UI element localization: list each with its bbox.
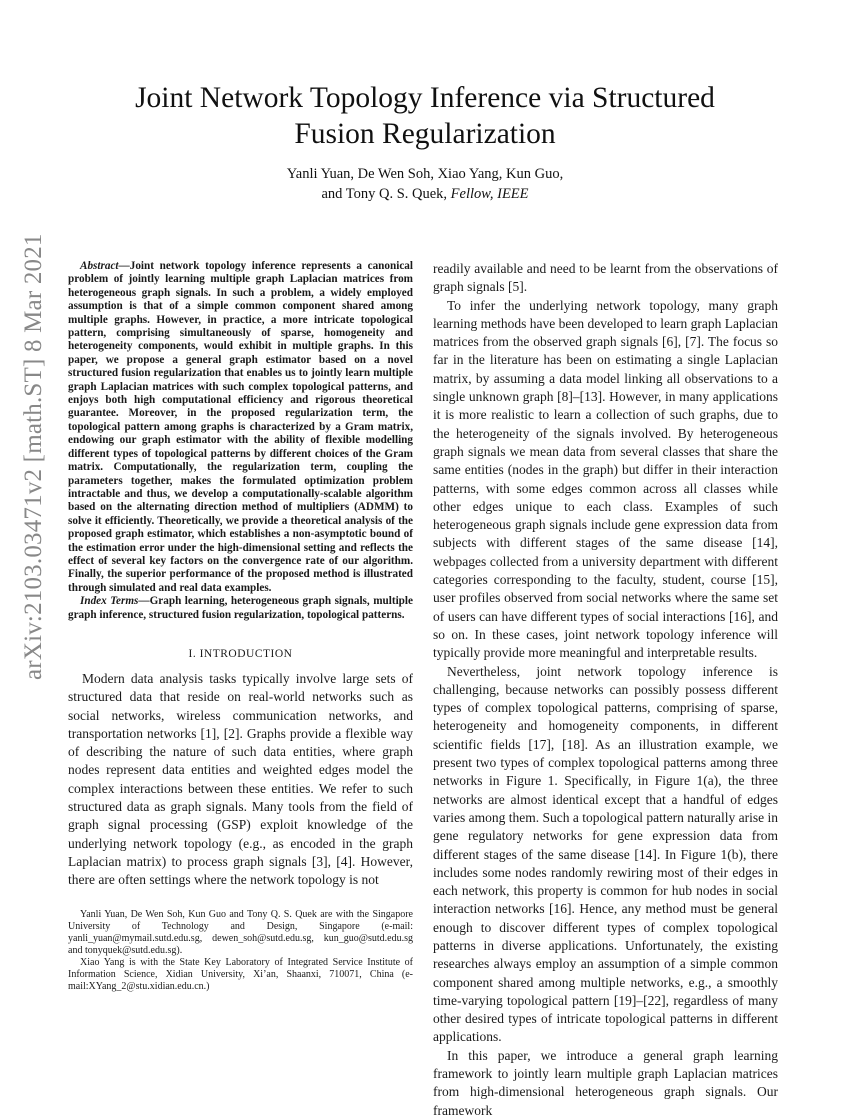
abstract-text: —Joint network topology inference represents a canonical problem of jointly learning multiple graph Laplacian matrices from heterogeneous graph signals. In such a problem, a widely employed assumption is that of a simple common component shared among multiple graphs. However, in practice, a more intricate topological pattern, comprising simultaneously of sparse, homogeneity and heterogeneity components, would exhibit in multiple graphs. In this paper, we propose a general graph estimator based on a novel structured fusion regularization that enables us to jointly learn multiple graph Laplacian matrices with such complex topological patterns, and enjoys both high computational efficiency and rigorous theoretical guarantee. Moreover, in the proposed regularization term, the topological pattern among graphs is characterized by a Gram matrix, endowing our graph estimator with the ability of flexible modelling different types of topological patterns by different choices of the Gram matrix. Computationally, the regularization term, coupling the parameters together, makes the formulated optimization problem intractable and thus, we develop a computationally-scalable algorithm based on the alternating direction method of multipliers (ADMM) to solve it efficiently. Theoretically, we provide a theoretical analysis of the proposed graph estimator, which establishes a non-asymptotic bound of the estimation error under the high-dimensional setting and reflects the effect of several key factors on the convergence rate of our algorithm. Finally, the superior performance of the proposed method is illustrated through simulated and real data examples. <box>68 260 413 594</box>
paper-title <box>70 80 780 152</box>
footnote-affiliation-2: Xiao Yang is with the State Key Laboratory of Integrated Service Institute of Information Science, Xidian University, Xi’an, Shaanxi, 710071, China (e-mail:XYang_2@stu.xidian.edu.cn.) <box>68 956 413 992</box>
index-terms-lead: Index Terms <box>80 595 139 608</box>
arxiv-identifier: arXiv:2103.03471v2 [math.ST] 8 Mar 2021 <box>20 233 47 680</box>
authors-line-2: and Tony Q. S. Quek, <box>321 186 451 202</box>
authors-line-1: Yanli Yuan, De Wen Soh, Xiao Yang, Kun Guo, <box>286 166 564 182</box>
section-heading-introduction: I. INTRODUCTION <box>188 647 293 660</box>
right-column <box>433 260 778 1120</box>
author-list <box>100 164 750 204</box>
left-column <box>68 260 413 993</box>
footnote-affiliation-1: Yanli Yuan, De Wen Soh, Kun Guo and Tony Q. S. Quek are with the Singapore University of Technology and Design, Singapore (e-mail: yanli_yuan@mymail.sutd.edu.sg, dewen_soh@sutd.edu.sg, kun_guo@sutd.edu.sg and tonyquek@sutd.edu.sg). <box>68 908 413 956</box>
body-paragraph-continued: readily available and need to be learnt from the observations of graph signals [5]. <box>433 261 778 295</box>
index-terms-text: —Graph learning, heterogeneous graph signals, multiple graph inference, structured fusion regularization, topological patterns. <box>68 595 413 621</box>
abstract <box>68 260 413 595</box>
title-line-2: Fusion Regularization <box>294 118 556 150</box>
intro-paragraph-1: Modern data analysis tasks typically involve large sets of structured data that reside on real-world networks such as social networks, wireless communication networks, and transportation networks [1], [2]. Graphs provide a flexible way of describing the nature of such data entities, where graph nodes represent data entities and weighted edges model the complex interactions between these entities. We refer to such structured data as graph signals. Many tools from the field of graph signal processing (GSP) exploit knowledge of the underlying network topology (e.g., as encoded in the graph Laplacian matrix) to process graph signals [3], [4]. However, there are often settings where the network topology is not <box>68 670 413 888</box>
abstract-lead: Abstract <box>80 260 119 272</box>
author-fellow-note: Fellow, IEEE <box>450 186 529 202</box>
body-paragraph-challenges: Nevertheless, joint network topology inference is challenging, because networks can possibly possess different types of complex topological patterns, comprising of sparse, heterogeneity and homogeneity components, in different scientific fields [17], [18]. As an illustration example, we present two types of complex topological patterns among three networks in Figure 1. Specifically, in Figure 1(a), the three networks are almost identical except that a handful of edges varies among them. Such a topological pattern naturally arise in gene regulatory networks for gene expression data from different stages of the same disease [14]. In Figure 1(b), there includes some nodes randomly rewiring most of their edges in each network, this property is common for hub nodes in social interaction networks [16]. Hence, any method must be general enough to discover different types of complex topological patterns in diverse applications. Unfortunately, the existing researches always employ an assumption of a simple common component shared among multiple networks, e.g., a smoothly time-varying topological pattern [19]–[22], regardless of many other desired types of intricate topological patterns in different applications. <box>433 663 778 1045</box>
title-line-1: Joint Network Topology Inference via Structured <box>135 82 715 114</box>
index-terms <box>68 595 413 622</box>
body-paragraph-contribution: In this paper, we introduce a general graph learning framework to jointly learn multiple graph Laplacian matrices from high-dimensional heterogeneous graph signals. Our framework <box>433 1047 778 1118</box>
body-paragraph-graph-learning: To infer the underlying network topology, many graph learning methods have been developed to learn graph Laplacian matrices from the observed graph signals [6], [7]. The focus so far in the literature has been on estimating a single Laplacian matrix, by assuming a data model linking all observations to a single unknown graph [8]–[13]. However, in many applications it is more realistic to learn a collection of such graphs, due to the heterogeneity of the signals involved. By heterogeneous graph signals we mean data from several classes that share the same entities (nodes in the graph) but differ in their interaction patterns, with some edges common across all classes while other edges unique to each class. Examples of such heterogeneous graph signals include gene expression data from subjects with different stages of the same disease [14], webpages collected from a university department with different categories corresponding to the faculty, student, course [15], user profiles observed from social networks where the same set of users can have different types of social interactions [16], and so on. In these cases, joint network topology inference will typically provide more meaningful and interpretable results. <box>433 297 778 661</box>
